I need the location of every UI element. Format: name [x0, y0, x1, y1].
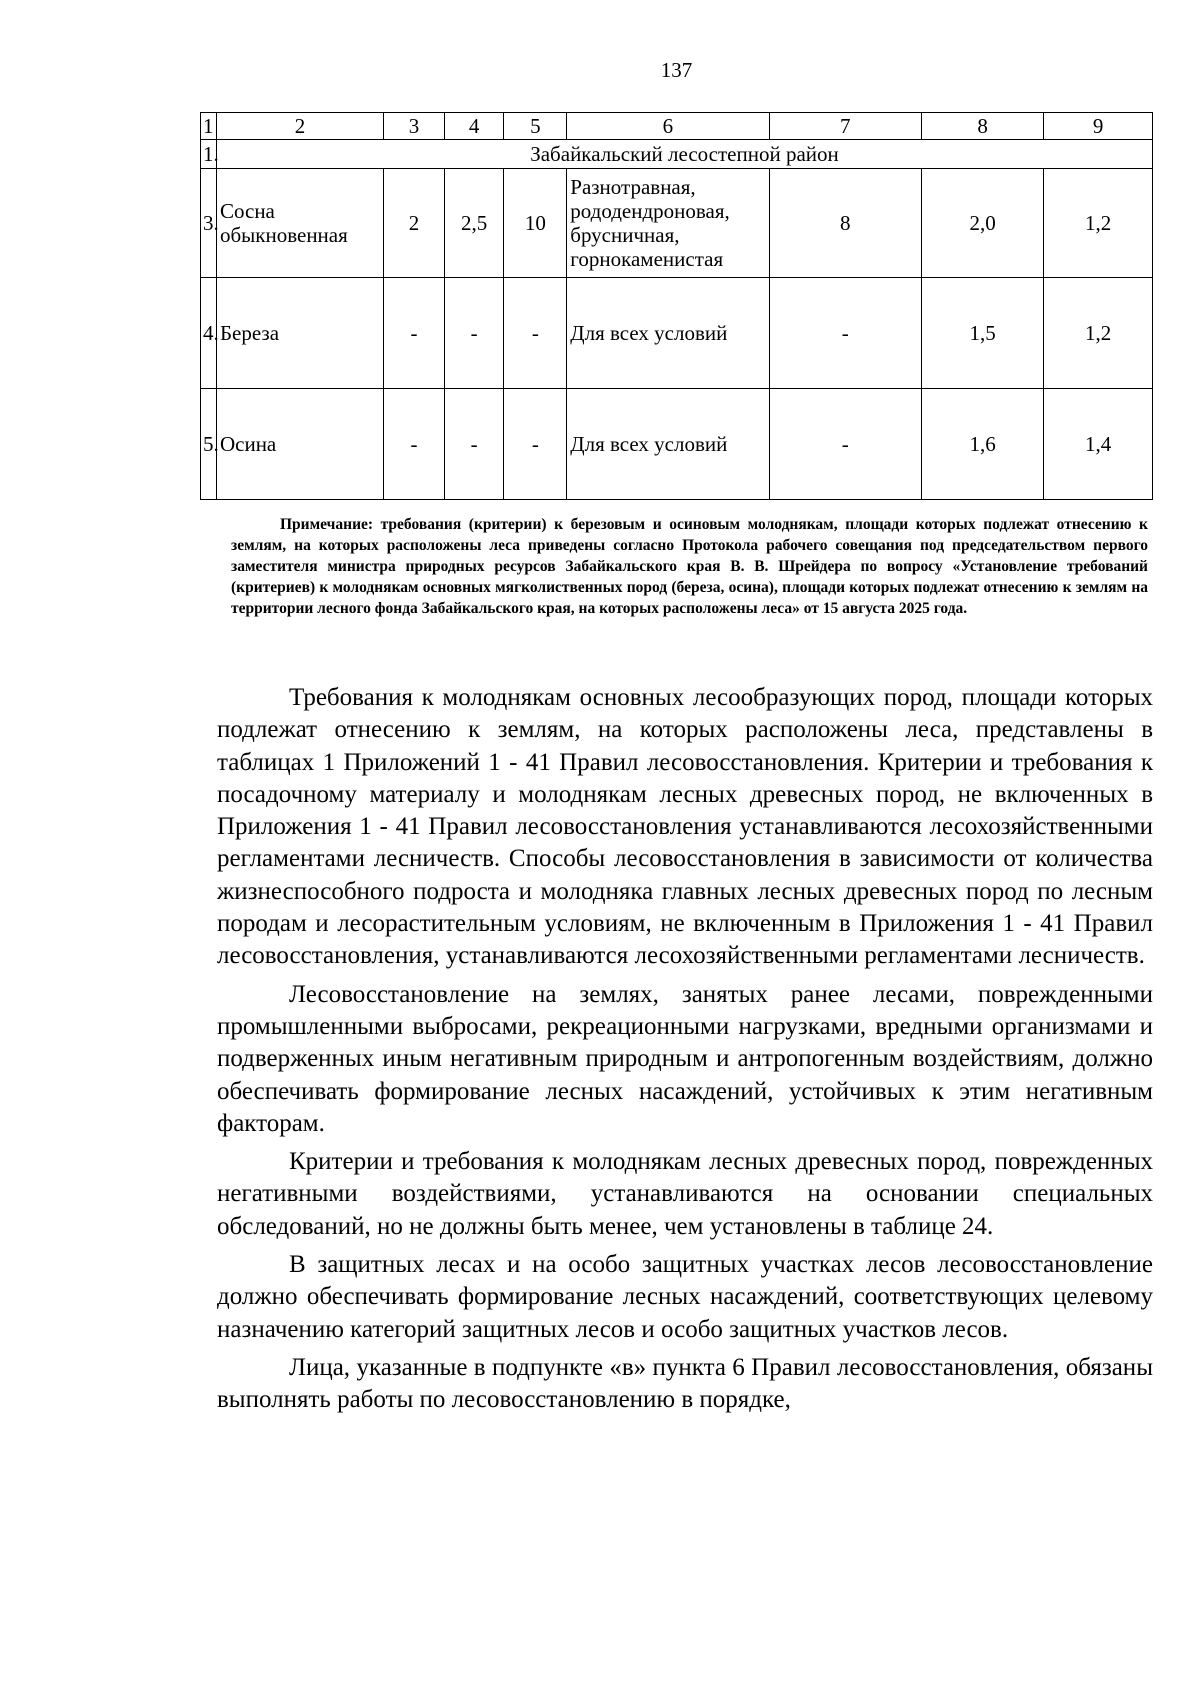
table-row — [201, 278, 1153, 389]
table-header-cell: 9 — [1044, 113, 1153, 140]
table-cell: 10 — [504, 169, 567, 278]
table-header-cell: 5 — [504, 113, 567, 140]
paragraph: Требования к молоднякам основных лесообразующих пород, площади которых подлежат отнесению к землям, на которых расположены леса, представлены в таблицах 1 Приложений 1 - 41 Правил лесовосстановления. Критерии и требования к посадочному материалу и молоднякам лесных древесных пород, не включенных в Приложения 1 - 41 Правил лесовосстановления устанавливаются лесохозяйственными регламентами лесничеств. Способы лесовосстановления в зависимости от количества жизнеспособного подроста и молодняка главных лесных древесных пород по лесным породам и лесорастительным условиям, не включенным в Приложения 1 - 41 Правил лесовосстановления, устанавливаются лесохозяйственными регламентами лесничеств. — [217, 684, 1153, 970]
table-cell: 1,6 — [921, 389, 1043, 500]
table-cell: - — [504, 389, 567, 500]
paragraph: Лица, указанные в подпункте «в» пункта 6 Правил лесовосстановления, обязаны выполнять работы по лесовосстановлению в порядке, — [217, 1353, 1153, 1414]
table-header-cell: 7 — [769, 113, 921, 140]
species-cell: Осина — [216, 389, 383, 500]
table-cell: 1,5 — [921, 278, 1043, 389]
table-header-cell: 8 — [921, 113, 1043, 140]
species-cell: Береза — [216, 278, 383, 389]
table-cell: - — [769, 278, 921, 389]
table-cell: - — [769, 389, 921, 500]
table-header-cell: 2 — [216, 113, 383, 140]
table-region-row — [201, 140, 1153, 169]
table-header-row — [201, 113, 1153, 140]
table-note: Примечание: требования (критерии) к березовым и осиновым молоднякам, площади которых подлежат отнесению к землям, на которых расположены леса приведены согласно Протокола рабочего совещания под председательством первого заместителя министра природных ресурсов Забайкальского края В. В. Шрейдера по вопросу «Установление требований (критериев) к молоднякам основных мягколиственных пород (береза, осина), площади которых подлежат отнесению к землям на территории лесного фонда Забайкальского края, на которых расположены леса» от 15 августа 2025 года. — [231, 516, 1148, 617]
table-cell: - — [384, 278, 445, 389]
table-header-cell: 1 — [201, 113, 217, 140]
body-text — [217, 682, 1153, 1417]
table-cell: - — [384, 389, 445, 500]
paragraph: Лесовосстановление на землях, занятых ранее лесами, поврежденными промышленными выбросами, рекреационными нагрузками, вредными организмами и подверженных иным негативным природным и антропогенным воздействиям, должно обеспечивать формирование лесных насаждений, устойчивых к этим негативным факторам. — [217, 980, 1153, 1137]
table-row — [201, 389, 1153, 500]
table-cell: 1,4 — [1044, 389, 1153, 500]
page-number: 137 — [660, 58, 693, 82]
table-row — [201, 169, 1153, 278]
region-number: 1. — [201, 140, 217, 169]
table-cell: 2 — [384, 169, 445, 278]
conditions-cell: Для всех условий — [567, 278, 769, 389]
table-cell: - — [504, 278, 567, 389]
table-cell: 8 — [769, 169, 921, 278]
table-cell: 1,2 — [1044, 278, 1153, 389]
row-number: 5. — [201, 389, 217, 500]
table-header-cell: 6 — [567, 113, 769, 140]
row-number: 4. — [201, 278, 217, 389]
species-cell: Сосна обыкновенная — [216, 169, 383, 278]
paragraph: В защитных лесах и на особо защитных участках лесов лесовосстановление должно обеспечивать формирование лесных насаждений, соответствующих целевому назначению категорий защитных лесов и особо защитных участков лесов. — [217, 1251, 1153, 1343]
table-header-cell: 4 — [444, 113, 504, 140]
table-cell: 1,2 — [1044, 169, 1153, 278]
table-cell: - — [444, 278, 504, 389]
table-header-cell: 3 — [384, 113, 445, 140]
table-cell: 2,5 — [444, 169, 504, 278]
conditions-cell: Разнотравная, рододендроновая, брусничная, горнокаменистая — [567, 169, 769, 278]
paragraph: Критерии и требования к молоднякам лесных древесных пород, поврежденных негативными воздействиями, устанавливаются на основании специальных обследований, но не должны быть менее, чем установлены в таблице 24. — [217, 1148, 1153, 1240]
table-cell: - — [444, 389, 504, 500]
region-label: Забайкальский лесостепной район — [216, 140, 1152, 169]
row-number: 3. — [201, 169, 217, 278]
forest-requirements-table — [200, 112, 1153, 500]
table-cell: 2,0 — [921, 169, 1043, 278]
conditions-cell: Для всех условий — [567, 389, 769, 500]
